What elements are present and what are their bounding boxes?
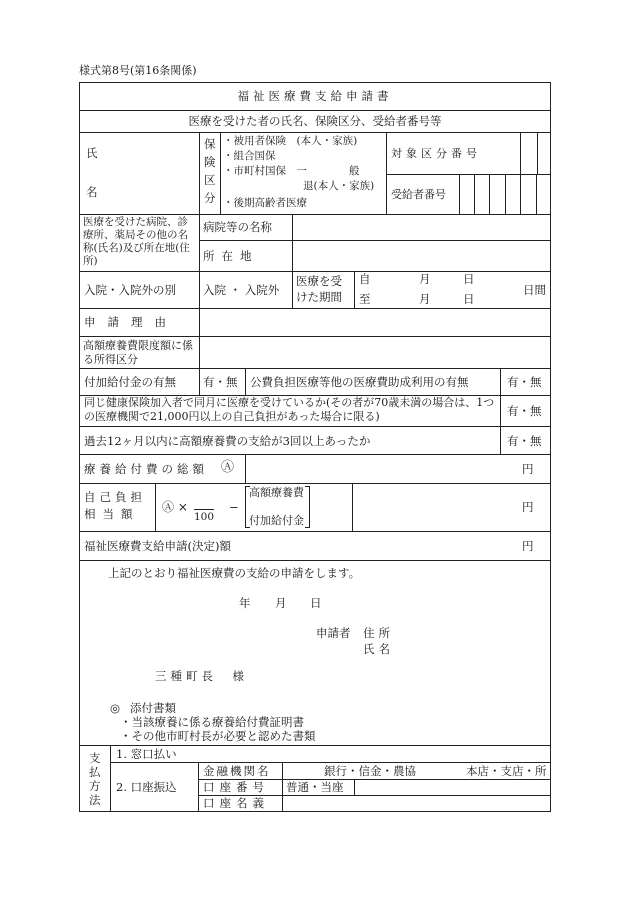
branch-types[interactable]: 本店・支店・所 [466,764,547,778]
form-subtitle: 医療を受けた者の氏名、保険区分、受給者番号等 [188,114,442,128]
insurance-option[interactable]: ・組合国保 [223,150,276,162]
past-yes-no[interactable]: 有・無 [507,434,542,448]
insurance-option[interactable]: ・市町村国保 一 般 [223,165,360,177]
self-pay-yen: 円 [522,500,534,514]
rule [500,368,501,454]
period-label-2: けた期間 [296,290,342,304]
account-types[interactable]: 普通・当座 [286,780,344,794]
date-year: 年 [239,596,251,610]
rule [79,426,551,427]
fraction-line [194,509,214,510]
hospital-name-label: 病院等の名称 [203,220,272,234]
self-pay-label-2: 相当額 [84,507,140,521]
formula-prefix: Ⓐ × [162,500,188,514]
period-to: 至 [359,292,371,306]
welfare-amount-field[interactable] [275,532,515,559]
period-from-month: 月 [419,272,431,286]
date-month: 月 [275,596,287,610]
same-insurance-text: 同じ健康保険加入者で同月に医療を受けているか(その者が70歳未満の場合は、1つの医療機関で21,000円以上の自己負担があった場合に限る) [84,396,495,423]
inpatient-options[interactable]: 入院 ・ 入院外 [203,283,280,297]
rule [79,271,551,272]
bank-label: 金融機関名 [203,764,271,778]
income-field[interactable] [200,337,550,367]
account-name-field[interactable] [283,796,550,811]
hospital-name-field[interactable] [293,215,550,239]
rule [199,132,200,214]
self-pay-field[interactable] [353,484,516,530]
attachment-item: ・その他市町村長が必要と認めた書類 [120,729,316,743]
period-to-day: 日 [463,292,475,306]
rule [292,271,293,308]
insurance-option[interactable]: 退(本人・家族) [303,180,375,192]
public-yes-no[interactable]: 有・無 [507,375,542,389]
period-label-1: 医療を受 [296,274,342,288]
benefit-total-label: 療養給付費の総額 [84,462,208,476]
rule [199,214,200,271]
income-label: 高額療養費限度額に係る所得区分 [83,339,193,366]
rule [199,368,200,395]
insurance-option[interactable]: ・被用者保険 (本人・家族) [223,135,358,147]
rule [220,132,221,214]
rule [79,745,551,746]
insurance-label-1: 保 [204,137,216,151]
percent-field[interactable] [194,495,214,508]
same-insurance-yes-no[interactable]: 有・無 [507,404,542,418]
applicant-name-label: 氏名 [363,642,394,656]
rule [79,110,551,111]
form-title: 福祉医療費支給申請書 [237,89,393,103]
benefit-total-field[interactable] [246,455,516,482]
date-day: 日 [310,596,322,610]
payment-option-transfer[interactable]: 2. 口座振込 [116,780,177,794]
self-pay-label-1: 自己負担 [84,490,146,504]
rule [155,483,156,531]
form-number: 様式第8号(第16条関係) [79,64,197,77]
reason-field[interactable] [200,309,550,335]
rule [110,745,111,812]
name-field[interactable] [80,133,198,213]
attachment-item: ・当該療養に係る療養給付費証明書 [120,715,304,729]
fraction-denominator: 100 [194,511,215,523]
rule [245,368,246,395]
name-label-2: 名 [86,185,98,199]
payment-label-2: 払 [89,765,101,779]
payment-label-4: 法 [89,793,101,807]
additional-yes-no[interactable]: 有・無 [203,375,238,389]
account-number-label: 口座番号 [203,780,269,794]
public-label: 公費負担医療等他の医療費助成利用の有無 [250,375,469,389]
deduction-additional: 付加給付金 [249,514,304,527]
period-to-month: 月 [419,292,431,306]
subject-category-field[interactable] [521,133,550,173]
hospital-address-field[interactable] [293,241,550,270]
payment-label-3: 方 [89,779,101,793]
insurance-option[interactable]: ・後期高齢者医療 [223,197,307,209]
rule [110,762,551,763]
insurance-label-4: 分 [204,191,216,205]
bank-types[interactable]: 銀行・信金・農協 [324,764,416,778]
bracket-right [305,486,310,528]
period-days: 日間 [523,283,546,297]
reason-label: 申請理由 [84,315,178,329]
minus-sign: − [229,500,239,514]
rule [79,560,551,561]
hospital-label: 医療を受けた病院、診療所、薬局その他の名称(氏名)及び所在地(住所) [83,216,190,267]
applicant-address-label: 住所 [363,626,394,640]
subject-category-label: 対象区分番号 [391,147,481,160]
attachments-mark: ◎ [110,701,121,715]
name-label-1: 氏 [86,146,98,160]
hospital-address-label: 所在地 [203,249,259,263]
circle-a-symbol: Ⓐ [221,460,235,475]
recipient-number-field[interactable] [460,175,550,213]
past-text: 過去12ヶ月以内に高額療養費の支給が3回以上あったか [84,434,371,448]
payment-label-1: 支 [89,751,101,765]
period-from-day: 日 [463,272,475,286]
declaration: 上記のとおり福祉医療費の支給の申請をします。 [108,566,361,580]
rule [198,762,199,812]
attachments-title: 添付書類 [130,701,176,715]
inpatient-label: 入院・入院外の別 [84,283,176,297]
recipient-number-label: 受給者番号 [391,188,446,201]
account-name-label: 口座名義 [203,796,269,810]
addressee: 三種町長 様 [155,669,248,683]
rule [354,271,355,308]
deduction-high-cost: 高額療養費 [249,486,304,499]
applicant-label: 申請者 [316,626,351,640]
additional-label: 付加給付金の有無 [84,375,176,389]
rule [79,368,551,369]
insurance-label-2: 険 [204,155,216,169]
account-number-field[interactable] [355,780,550,794]
payment-option-counter[interactable]: 1. 窓口払い [116,747,177,761]
rule [386,132,387,214]
period-from: 自 [359,272,371,286]
rule [199,271,200,308]
insurance-label-3: 区 [204,173,216,187]
welfare-yen: 円 [522,539,534,553]
welfare-label: 福祉医療費支給申請(決定)額 [84,539,231,553]
benefit-total-yen: 円 [522,462,534,476]
